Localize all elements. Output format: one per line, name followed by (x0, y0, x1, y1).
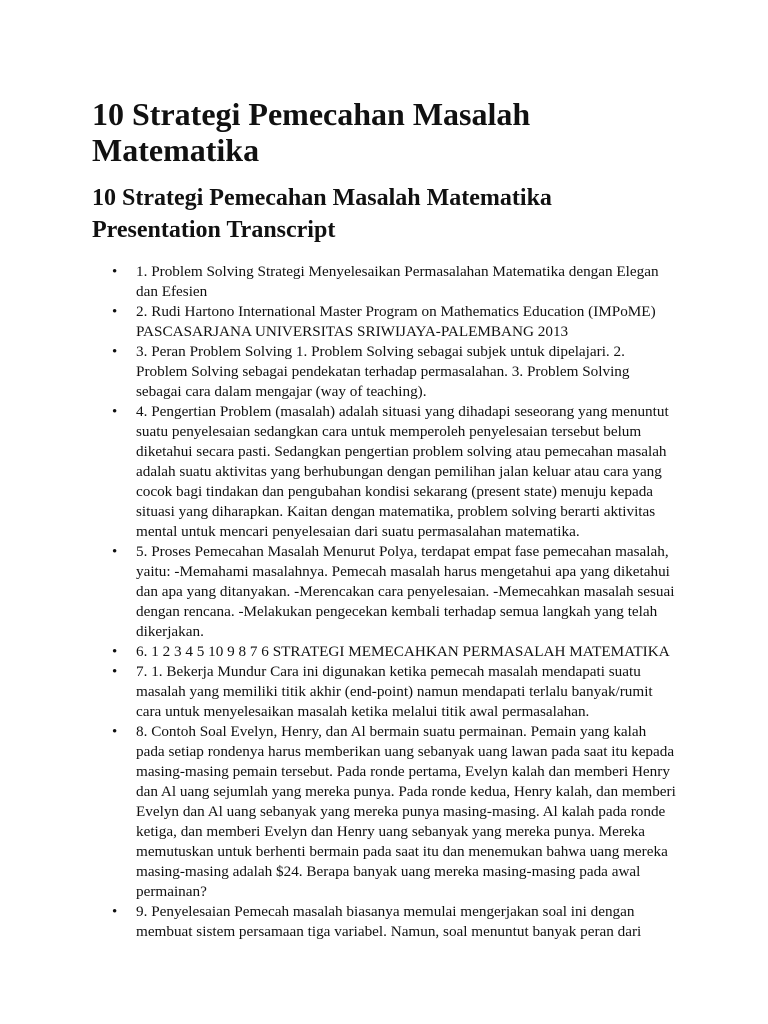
list-item (92, 342, 678, 402)
document-title: 10 Strategi Pemecahan Masalah Matematika (92, 96, 531, 168)
bullet-icon: • (112, 724, 118, 740)
list-item (92, 402, 678, 542)
list-item-text: 3. Peran Problem Solving 1. Problem Solving sebagai subjek untuk dipelajari. 2. Problem Solving sebagai pendekatan terhadap permasalahan. 3. Problem Solving sebagai cara dalam mengajar (way of teaching). (136, 343, 630, 400)
bullet-icon: • (112, 304, 118, 320)
list-item-text: 5. Proses Pemecahan Masalah Menurut Polya, terdapat empat fase pemecahan masalah, yaitu: -Memahami masalahnya. Pemecah masalah harus mengetahui apa yang diketahui dan apa yang ditanyakan. -Merencakan cara penyelesaian. -Memecahkan masalah sesuai dengan rencana. -Melakukan pengecekan kembali terhadap semua langkah yang telah dikerjakan. (136, 543, 675, 640)
list-item-text: 6. 1 2 3 4 5 10 9 8 7 6 STRATEGI MEMECAHKAN PERMASALAH MATEMATIKA (136, 643, 670, 660)
transcript-list (92, 262, 678, 942)
bullet-icon: • (112, 644, 118, 660)
bullet-icon: • (112, 264, 118, 280)
list-item-text: 2. Rudi Hartono International Master Program on Mathematics Education (IMPoME) PASCASARJANA UNIVERSITAS SRIWIJAYA-PALEMBANG 2013 (136, 303, 656, 340)
list-item-text: 4. Pengertian Problem (masalah) adalah situasi yang dihadapi seseorang yang menuntut suatu penyelesaian sedangkan cara untuk memperoleh penyelesaian tersebut belum diketahui secara pasti. Sedangkan pengertian problem solving atau pemecahan masalah adalah suatu aktivitas yang berhubungan dengan pemilihan jalan keluar atau cara yang cocok bagi tindakan dan pengubahan kondisi sekarang (present state) menuju kepada situasi yang diharapkan. Kaitan dengan matematika, problem solving berarti aktivitas mental untuk mencari penyelesaian dari suatu permasalahan matematika. (136, 403, 669, 540)
list-item (92, 642, 678, 662)
document-subtitle: 10 Strategi Pemecahan Masalah Matematika Presentation Transcript (92, 185, 552, 243)
bullet-icon: • (112, 404, 118, 420)
list-item-text: 9. Penyelesaian Pemecah masalah biasanya memulai mengerjakan soal ini dengan membuat sistem persamaan tiga variabel. Namun, soal menuntut banyak peran dari (136, 903, 642, 940)
list-item (92, 722, 678, 902)
list-item (92, 542, 678, 642)
list-item (92, 902, 678, 942)
list-item-text: 8. Contoh Soal Evelyn, Henry, dan Al bermain suatu permainan. Pemain yang kalah pada setiap rondenya harus memberikan uang sebanyak uang lawan pada saat itu kepada masing-masing pemain tersebut. Pada ronde pertama, Evelyn kalah dan memberi Henry dan Al uang sejumlah yang mereka punya. Pada ronde kedua, Henry kalah, dan memberi Evelyn dan Al uang sebanyak yang mereka punya masing-masing. Al kalah pada ronde ketiga, dan memberi Evelyn dan Henry uang sebanyak yang mereka punya. Mereka memutuskan untuk berhenti bermain pada saat itu dan menemukan bahwa uang mereka masing-masing adalah $24. Berapa banyak uang mereka masing-masing pada awal permainan? (136, 723, 676, 900)
bullet-icon: • (112, 344, 118, 360)
list-item-text: 1. Problem Solving Strategi Menyelesaikan Permasalahan Matematika dengan Elegan dan Efesien (136, 263, 659, 300)
list-item (92, 262, 678, 302)
list-item (92, 302, 678, 342)
bullet-icon: • (112, 544, 118, 560)
list-item (92, 662, 678, 722)
bullet-icon: • (112, 904, 118, 920)
bullet-icon: • (112, 664, 118, 680)
list-item-text: 7. 1. Bekerja Mundur Cara ini digunakan ketika pemecah masalah mendapati suatu masalah yang memiliki titik akhir (end-point) namun mendapati terlalu banyak/rumit cara untuk menyelesaikan masalah ketika melalui titik awal permasalahan. (136, 663, 653, 720)
